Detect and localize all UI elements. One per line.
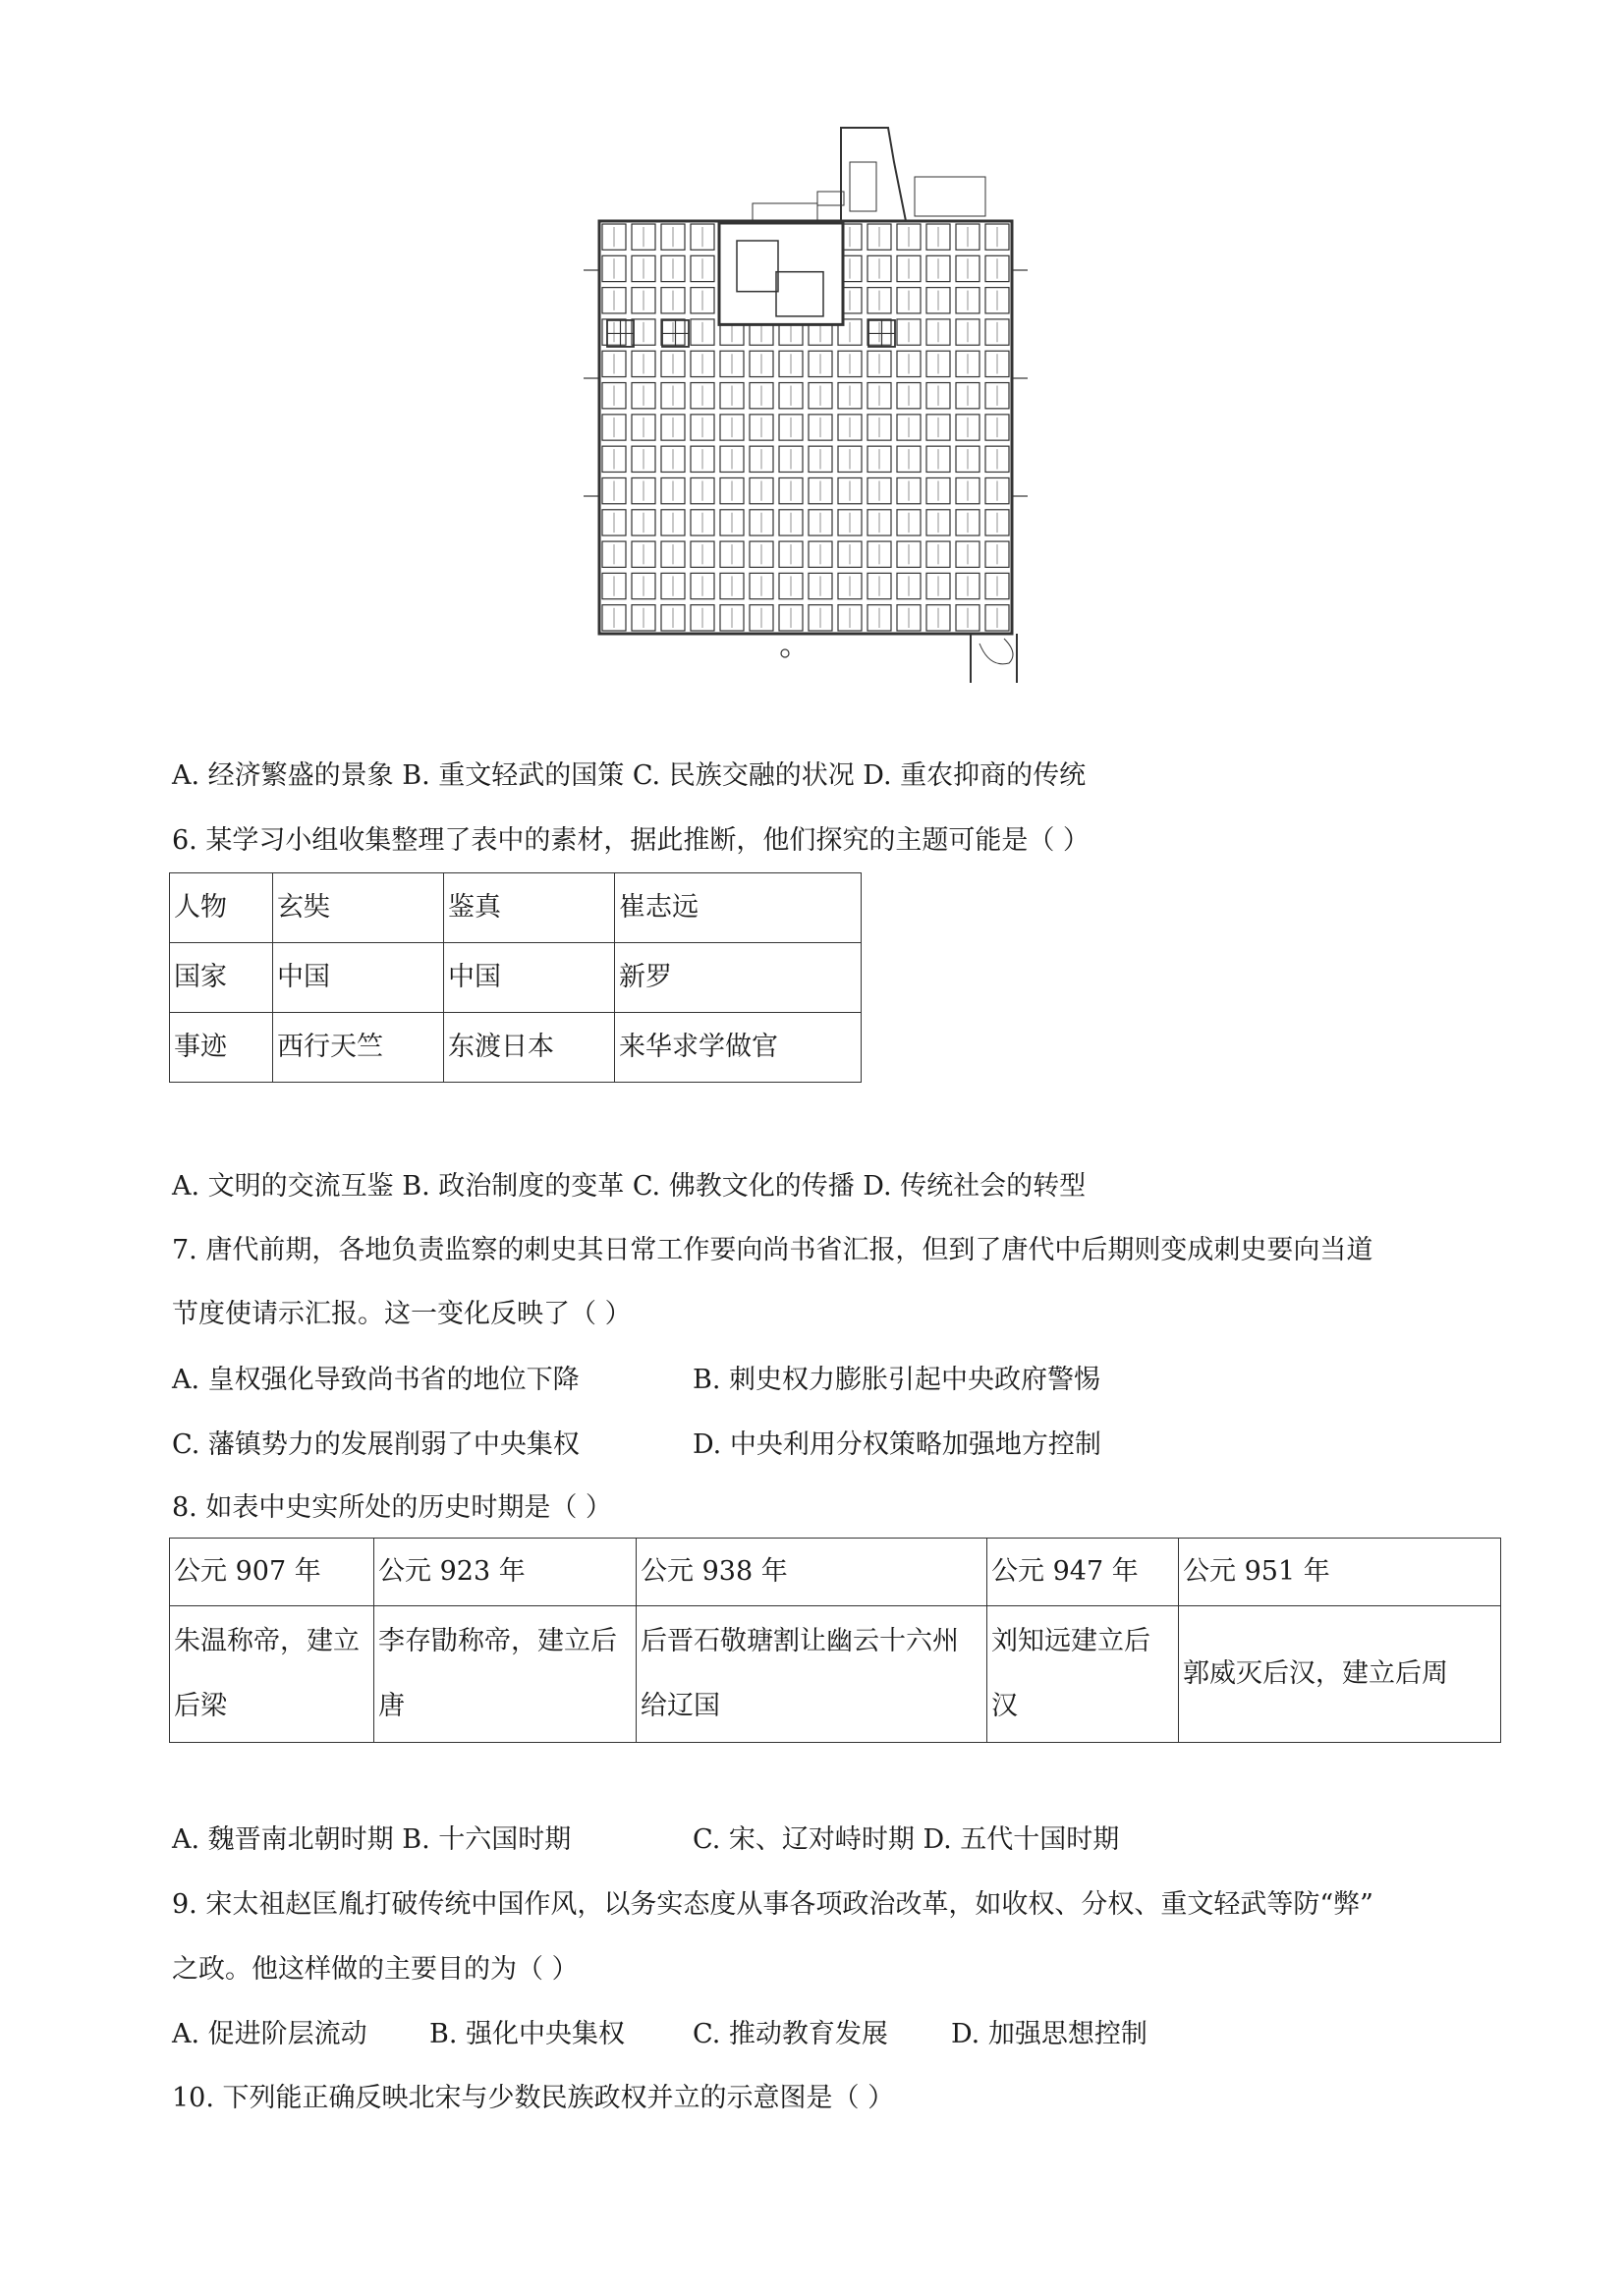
table-cell: 国家: [170, 943, 273, 1013]
q9-option-a: A. 促进阶层流动: [172, 2019, 367, 2049]
table-cell: 崔志远: [615, 873, 862, 943]
table-row: [170, 1539, 1501, 1606]
table-cell: 玄奘: [273, 873, 444, 943]
table-row: [170, 1606, 1501, 1743]
q10-stem: 10. 下列能正确反映北宋与少数民族政权并立的示意图是（ ）: [172, 2083, 895, 2113]
changan-city-plan-map: [560, 103, 1061, 683]
table-row: [170, 943, 862, 1013]
table-cell: [637, 1606, 987, 1743]
table-cell: 新罗: [615, 943, 862, 1013]
table-cell: 西行天竺: [273, 1013, 444, 1083]
cell-line: 汉: [991, 1691, 1018, 1721]
q8-stem: 8. 如表中史实所处的历史时期是（ ）: [172, 1492, 612, 1523]
table-cell: 公元 947 年: [987, 1539, 1179, 1606]
q8-option-ab: A. 魏晋南北朝时期 B. 十六国时期: [172, 1824, 572, 1855]
cell-line: 刘知远建立后: [991, 1626, 1150, 1656]
q8-table: [169, 1538, 1501, 1743]
table-cell: 公元 951 年: [1179, 1539, 1501, 1606]
table-cell: 中国: [273, 943, 444, 1013]
q7-option-a: A. 皇权强化导致尚书省的地位下降: [172, 1365, 580, 1395]
q8-option-cd: C. 宋、辽对峙时期 D. 五代十国时期: [693, 1824, 1120, 1855]
table-cell: 公元 907 年: [170, 1539, 374, 1606]
table-cell: 东渡日本: [444, 1013, 615, 1083]
q7-option-c: C. 藩镇势力的发展削弱了中央集权: [172, 1429, 580, 1460]
q9-stem-line1: 9. 宋太祖赵匡胤打破传统中国作风，以务实态度从事各项政治改革，如收权、分权、重文轻武等防“弊”: [172, 1889, 1373, 1920]
cell-line: 李存勖称帝，建立后: [378, 1626, 617, 1656]
table-cell: 来华求学做官: [615, 1013, 862, 1083]
table-cell: [987, 1606, 1179, 1743]
q7-option-b: B. 刺史权力膨胀引起中央政府警惕: [693, 1365, 1101, 1395]
q7-stem-line1: 7. 唐代前期，各地负责监察的刺史其日常工作要向尚书省汇报，但到了唐代中后期则变成刺史要向当道: [172, 1235, 1373, 1265]
table-row: [170, 1013, 862, 1083]
q7-option-d: D. 中央利用分权策略加强地方控制: [693, 1429, 1101, 1460]
table-cell: [170, 1606, 374, 1743]
cell-line: 唐: [378, 1691, 405, 1721]
q9-option-b: B. 强化中央集权: [429, 2019, 626, 2049]
table-cell: 事迹: [170, 1013, 273, 1083]
table-cell: 郭威灭后汉，建立后周: [1179, 1606, 1501, 1743]
table-cell: 中国: [444, 943, 615, 1013]
table-cell: 公元 938 年: [637, 1539, 987, 1606]
q9-stem-line2: 之政。他这样做的主要目的为（ ）: [172, 1954, 579, 1985]
q6-table: [169, 872, 862, 1083]
table-cell: [374, 1606, 637, 1743]
q6-stem: 6. 某学习小组收集整理了表中的素材，据此推断，他们探究的主题可能是（ ）: [172, 825, 1090, 856]
q9-option-d: D. 加强思想控制: [951, 2019, 1147, 2049]
cell-line: 给辽国: [641, 1691, 720, 1721]
table-row: [170, 873, 862, 943]
table-cell: 人物: [170, 873, 273, 943]
table-cell: 公元 923 年: [374, 1539, 637, 1606]
q5-options: A. 经济繁盛的景象 B. 重文轻武的国策 C. 民族交融的状况 D. 重农抑商的传统: [172, 760, 1087, 791]
table-cell: 鉴真: [444, 873, 615, 943]
q9-option-c: C. 推动教育发展: [693, 2019, 888, 2049]
cell-line: 后晋石敬瑭割让幽云十六州: [641, 1626, 959, 1656]
q7-stem-line2: 节度使请示汇报。这一变化反映了（ ）: [172, 1299, 632, 1329]
city-plan-svg: [560, 103, 1061, 683]
cell-line: 朱温称帝，建立: [174, 1626, 360, 1656]
cell-line: 后梁: [174, 1691, 227, 1721]
q6-options: A. 文明的交流互鉴 B. 政治制度的变革 C. 佛教文化的传播 D. 传统社会的转型: [172, 1171, 1087, 1202]
